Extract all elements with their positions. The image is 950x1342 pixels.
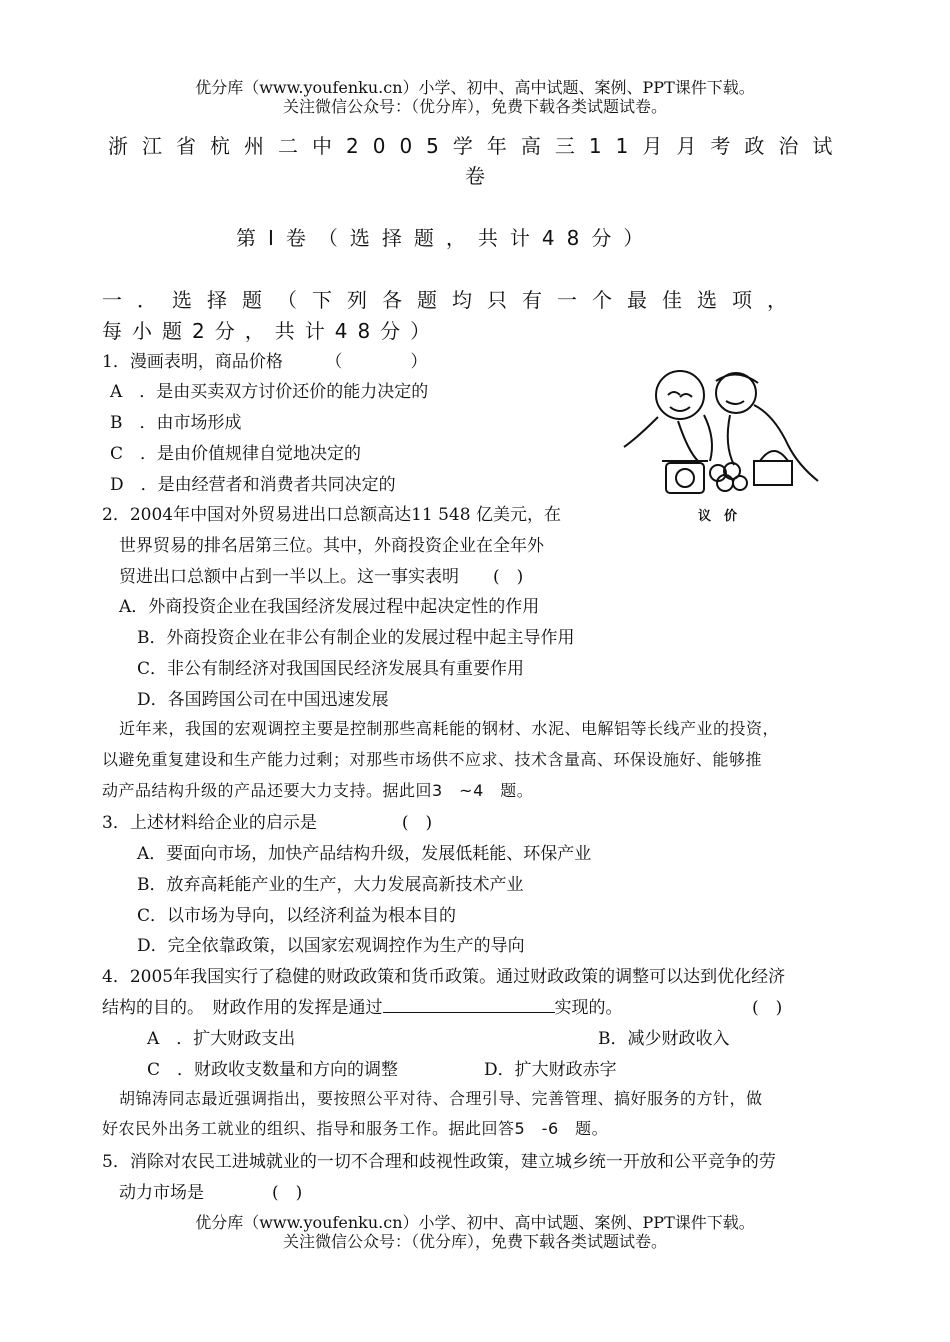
basket-icon [754, 451, 792, 485]
header-line-2: 关注微信公众号：（优分库），免费下载各类试题试卷。 [282, 97, 667, 116]
q4-stem-line-1: 4．2005年我国实行了稳健的财政政策和货币政策。通过财政政策的调整可以达到优化经济 [102, 967, 786, 987]
q3-option-b: B．放弃高耗能产业的生产，大力发展高新技术产业 [137, 875, 524, 895]
q4-option-c: C ．财政收支数量和方向的调整 [147, 1060, 399, 1080]
q1-option-c: C ．是由价值规律自觉地决定的 [110, 444, 362, 464]
q2-option-c: C．非公有制经济对我国国民经济发展具有重要作用 [137, 659, 525, 679]
passage-1-line-2: 以避免重复建设和生产能力过剩；对那些市场供不应求、技术含量高、环保设施好、能够推 [102, 750, 763, 769]
cartoon-caption: 议 价 [698, 509, 738, 524]
section-heading-line-1: 一．选择题（下列各题均只有一个最佳选项， [102, 288, 802, 312]
q2-stem-line-1: 2．2004年中国对外贸易进出口总额高达11 548 亿美元，在 [102, 505, 561, 525]
bargaining-cartoon [618, 345, 828, 525]
q1-option-b: B ．由市场形成 [110, 413, 242, 433]
eggs-icon [710, 463, 747, 491]
q3-option-c: C．以市场为导向，以经济利益为根本目的 [137, 906, 457, 926]
q2-option-a: A．外商投资企业在我国经济发展过程中起决定性的作用 [119, 597, 540, 617]
q1-option-d: D ．是由经营者和消费者共同决定的 [110, 475, 396, 495]
q2-option-d: D．各国跨国公司在中国迅速发展 [137, 690, 389, 710]
q4-option-a: A ．扩大财政支出 [147, 1029, 296, 1049]
q4-stem-line-2 [102, 993, 623, 1018]
exam-title-line-1: 浙江省杭州二中2005学年高三11月月考政治试 [108, 134, 847, 158]
q4-answer-paren: ( ) [752, 998, 783, 1018]
scale-icon [662, 461, 708, 493]
seller-figure-icon [624, 371, 712, 461]
passage-2-line-2: 好农民外出务工就业的组织、指导和服务工作。据此回答5 -6 题。 [102, 1119, 609, 1138]
q2-stem-line-3: 贸进出口总额中占到一半以上。这一事实表明 ( ) [119, 567, 524, 587]
part-heading: 第Ⅰ卷（选择题，共计48分） [236, 226, 656, 250]
q2-option-b: B．外商投资企业在非公有制企业的发展过程中起主导作用 [137, 628, 575, 648]
q4-stem-part-2: 实现的。 [554, 998, 623, 1018]
q1-stem: 1．漫画表明，商品价格 （ ） [102, 352, 428, 372]
q4-option-b: B．减少财政收入 [598, 1029, 730, 1049]
section-heading-line-2: 每小题2分，共计48分） [102, 319, 441, 343]
exam-title-line-2: 卷 [465, 164, 499, 188]
q3-option-a: A．要面向市场，加快产品结构升级，发展低耗能、环保产业 [137, 844, 592, 864]
q4-option-d: D．扩大财政赤字 [484, 1060, 617, 1080]
passage-1-line-1: 近年来，我国的宏观调控主要是控制那些高耗能的钢材、水泥、电解铝等长线产业的投资， [119, 719, 780, 738]
passage-1-line-3: 动产品结构升级的产品还要大力支持。据此回3 ~4 题。 [102, 781, 534, 800]
q1-option-a: A ．是由买卖双方讨价还价的能力决定的 [110, 382, 429, 402]
q5-stem-line-2: 动力市场是 ( ) [119, 1183, 303, 1203]
q4-answer-blank [383, 995, 555, 1013]
buyer-figure-icon [716, 373, 818, 481]
q3-option-d: D．完全依靠政策，以国家宏观调控作为生产的导向 [137, 936, 525, 956]
footer-line-1: 优分库（www.youfenku.cn）小学、初中、高中试题、案例、PPT课件下载。 [195, 1213, 755, 1232]
q5-stem-line-1: 5．消除对农民工进城就业的一切不合理和歧视性政策，建立城乡统一开放和公平竞争的劳 [102, 1152, 776, 1172]
q4-stem-part-1: 结构的目的。 财政作用的发挥是通过 [102, 998, 383, 1018]
footer-line-2: 关注微信公众号：（优分库），免费下载各类试题试卷。 [282, 1232, 667, 1251]
q3-stem: 3．上述材料给企业的启示是 ( ) [102, 813, 433, 833]
header-line-1: 优分库（www.youfenku.cn）小学、初中、高中试题、案例、PPT课件下载。 [195, 78, 755, 97]
q2-stem-line-2: 世界贸易的排名居第三位。其中，外商投资企业在全年外 [119, 536, 544, 556]
passage-2-line-1: 胡锦涛同志最近强调指出，要按照公平对待、合理引导、完善管理、搞好服务的方针，做 [119, 1089, 763, 1108]
